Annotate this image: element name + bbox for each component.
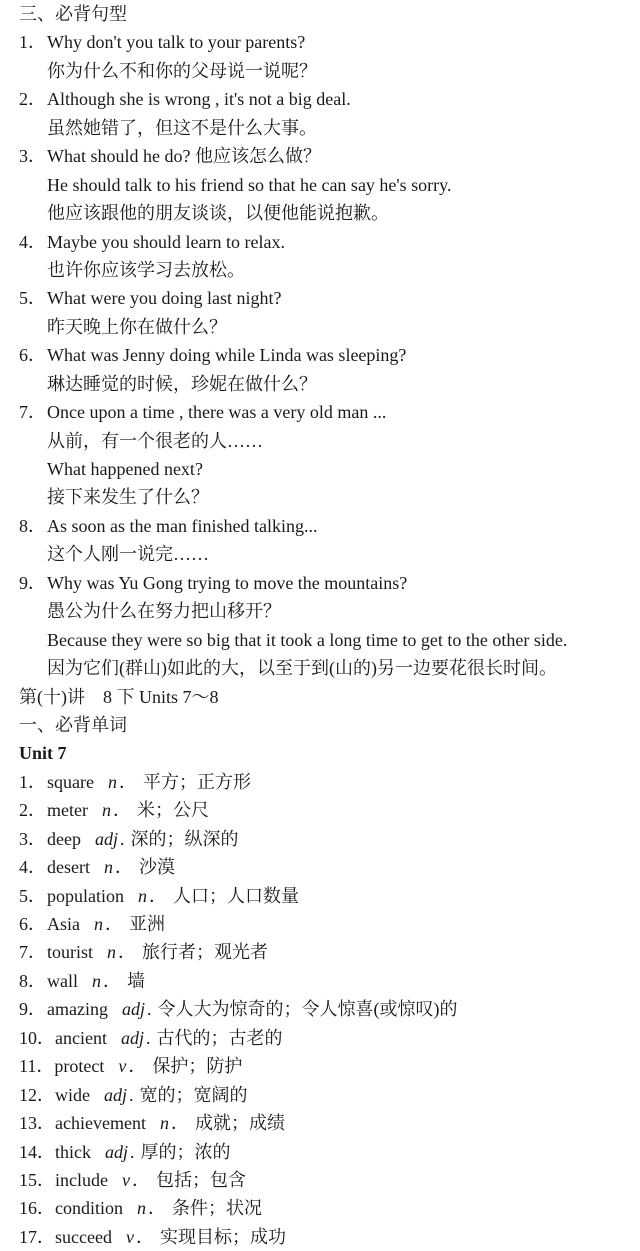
vocab-separator: ． xyxy=(118,771,137,792)
vocab-number: 9． xyxy=(19,999,46,1020)
sentence-text: 也许你应该学习去放松。 xyxy=(47,259,245,280)
sentence-text: Maybe you should learn to relax. xyxy=(47,231,285,252)
sentence-line xyxy=(19,256,630,284)
vocab-number: 10． xyxy=(19,1027,55,1048)
sentence-text: 接下来发生了什么？ xyxy=(47,487,209,508)
vocab-word: desert xyxy=(47,857,90,878)
vocab-pos: v xyxy=(121,1169,130,1190)
lesson-title: 第(十)讲 8 下 Units 7～8 xyxy=(19,686,219,707)
vocab-separator: . xyxy=(129,1084,134,1105)
sentence-line xyxy=(19,654,630,682)
vocab-number: 14． xyxy=(19,1141,55,1162)
vocab-meaning: 宽的；宽阔的 xyxy=(139,1084,248,1105)
vocab-number: 11． xyxy=(19,1056,55,1077)
sentence-text: 从前，有一个很老的人…… xyxy=(47,430,263,451)
sentence-item xyxy=(19,228,630,256)
vocab-meaning: 平方；正方形 xyxy=(142,771,251,792)
vocab-separator: ． xyxy=(149,885,167,906)
vocab-number: 17． xyxy=(19,1226,55,1247)
sentence-text: 他应该跟他的朋友谈谈，以便他能说抱歉。 xyxy=(47,203,389,224)
vocab-item xyxy=(19,938,630,966)
vocab-number: 13． xyxy=(19,1113,55,1134)
sentence-text: 这个人刚一说完…… xyxy=(47,544,209,565)
sentence-text: What should he do? 他应该怎么做？ xyxy=(47,146,321,167)
vocab-separator: ． xyxy=(112,800,131,821)
vocab-word: wide xyxy=(55,1084,90,1105)
item-number: 4． xyxy=(19,231,46,252)
vocab-number: 15． xyxy=(19,1169,55,1190)
vocab-meaning: 令人大为惊奇的；令人惊喜(或惊叹)的 xyxy=(157,999,458,1020)
vocab-number: 5． xyxy=(19,885,46,906)
vocab-item xyxy=(19,768,630,796)
sentence-line xyxy=(19,597,630,625)
vocab-separator: . xyxy=(130,1141,135,1162)
vocab-item xyxy=(19,1109,630,1137)
sentence-text: 琳达睡觉的时候，珍妮在做什么？ xyxy=(47,373,317,394)
vocab-word: achievement xyxy=(55,1113,146,1134)
vocab-separator: ． xyxy=(118,942,137,963)
sentence-text: Although she is wrong , it's not a big deal. xyxy=(47,89,351,110)
sentence-item xyxy=(19,142,630,170)
vocab-word: square xyxy=(47,771,94,792)
vocab-meaning: 实现目标；成功 xyxy=(159,1226,286,1247)
vocab-word: amazing xyxy=(47,999,108,1020)
vocab-pos: v xyxy=(125,1226,134,1247)
sentence-text: Why don't you talk to your parents? xyxy=(47,32,306,53)
vocab-separator: ． xyxy=(170,1113,189,1134)
vocab-item xyxy=(19,825,630,853)
sentence-line xyxy=(19,114,630,142)
sentence-item xyxy=(19,85,630,113)
vocab-word: ancient xyxy=(55,1027,107,1048)
sentence-text: What happened next? xyxy=(47,459,203,479)
vocab-number: 3． xyxy=(19,828,46,849)
vocab-separator: ． xyxy=(148,1198,166,1219)
vocab-item xyxy=(19,910,630,938)
sentence-text: 因为它们(群山)如此的大，以至于到(山的)另一边要花很长时间。 xyxy=(47,658,557,679)
vocab-number: 4． xyxy=(19,857,46,878)
item-number: 3． xyxy=(19,146,46,167)
vocab-item xyxy=(19,995,630,1023)
sentence-item xyxy=(19,569,630,597)
vocab-item xyxy=(19,882,630,910)
item-number: 7． xyxy=(19,402,46,423)
vocab-pos: n xyxy=(107,771,117,792)
vocab-meaning: 条件；状况 xyxy=(172,1198,262,1219)
vocab-separator: ． xyxy=(105,914,123,934)
vocab-meaning: 深的；纵深的 xyxy=(130,828,239,849)
sentence-text: 虽然她错了，但这不是什么大事。 xyxy=(47,117,317,138)
vocab-pos: n xyxy=(103,857,113,878)
sentence-text: What were you doing last night? xyxy=(47,288,282,309)
vocab-meaning: 米；公尺 xyxy=(136,800,209,821)
vocab-meaning: 亚洲 xyxy=(129,914,165,934)
vocab-number: 1． xyxy=(19,771,46,792)
vocab-word: wall xyxy=(47,970,78,991)
sentence-line xyxy=(19,483,630,511)
vocab-pos: adj xyxy=(94,828,118,849)
vocab-word: deep xyxy=(47,828,81,849)
vocab-pos: n xyxy=(107,942,117,963)
sentence-line xyxy=(19,427,630,455)
item-number: 5． xyxy=(19,288,46,309)
vocab-pos: n xyxy=(137,1198,146,1219)
vocab-pos: v xyxy=(118,1056,127,1077)
vocab-word: Asia xyxy=(47,914,80,934)
sentence-text: 你为什么不和你的父母说一说呢？ xyxy=(47,60,317,81)
vocab-number: 16． xyxy=(19,1198,55,1219)
sentence-line xyxy=(19,199,630,227)
vocab-separator: ． xyxy=(135,1226,154,1247)
vocab-pos: n xyxy=(101,800,111,821)
vocab-meaning: 包括；包含 xyxy=(155,1169,246,1190)
sentence-text: What was Jenny doing while Linda was sleeping? xyxy=(47,345,407,366)
sentence-item xyxy=(19,28,630,56)
vocab-number: 6． xyxy=(19,914,46,934)
vocab-pos: adj xyxy=(104,1084,128,1105)
sentence-item xyxy=(19,284,630,312)
vocab-item xyxy=(19,1052,630,1080)
sentence-text: Once upon a time , there was a very old man ... xyxy=(47,402,387,423)
sentence-line xyxy=(19,540,630,568)
vocab-list xyxy=(19,768,630,1251)
vocab-word: condition xyxy=(55,1198,123,1219)
vocab-meaning: 墙 xyxy=(127,970,145,991)
sentence-text: 昨天晚上你在做什么？ xyxy=(47,316,227,337)
vocab-meaning: 人口；人口数量 xyxy=(173,885,299,906)
vocab-meaning: 成就；成绩 xyxy=(194,1113,285,1134)
vocab-word: population xyxy=(47,885,124,906)
words-section-title: 一、必背单词 xyxy=(19,714,127,735)
item-number: 6． xyxy=(19,345,46,366)
vocab-separator: . xyxy=(120,828,125,849)
vocab-pos: n xyxy=(159,1113,169,1134)
sentence-item xyxy=(19,512,630,540)
vocab-item xyxy=(19,1194,630,1222)
sentence-item xyxy=(19,341,630,369)
vocab-pos: adj xyxy=(120,1027,144,1048)
item-number: 9． xyxy=(19,572,46,593)
vocab-separator: ． xyxy=(114,857,133,878)
vocab-pos: n xyxy=(94,914,103,934)
vocab-word: succeed xyxy=(55,1226,112,1247)
vocab-meaning: 保护；防护 xyxy=(152,1056,243,1077)
sentences-list xyxy=(19,28,630,682)
sentence-line xyxy=(19,370,630,398)
vocab-item xyxy=(19,967,630,995)
sentences-section-title: 三、必背句型 xyxy=(19,4,127,24)
vocab-item xyxy=(19,1024,630,1052)
sentence-item xyxy=(19,398,630,426)
vocab-word: thick xyxy=(55,1141,91,1162)
sentence-line xyxy=(19,313,630,341)
vocab-pos: adj xyxy=(105,1141,129,1162)
sentence-line xyxy=(19,455,630,483)
vocab-number: 12． xyxy=(19,1084,55,1105)
vocab-separator: ． xyxy=(128,1056,147,1077)
sentence-line xyxy=(19,626,630,654)
vocab-word: include xyxy=(55,1169,108,1190)
vocab-separator: . xyxy=(146,1027,151,1048)
sentence-line xyxy=(19,57,630,85)
vocab-number: 2． xyxy=(19,800,46,821)
vocab-item xyxy=(19,853,630,881)
sentence-text: As soon as the man finished talking... xyxy=(47,515,318,536)
sentence-text: He should talk to his friend so that he can say he's sorry. xyxy=(47,174,452,195)
item-number: 8． xyxy=(19,515,46,536)
vocab-pos: n xyxy=(92,970,101,991)
vocab-meaning: 厚的；浓的 xyxy=(140,1141,231,1162)
vocab-pos: adj xyxy=(121,999,145,1020)
sentence-line xyxy=(19,171,630,199)
vocab-item xyxy=(19,1166,630,1194)
vocab-word: tourist xyxy=(47,942,94,963)
item-number: 1． xyxy=(19,32,46,53)
vocab-meaning: 古代的；古老的 xyxy=(156,1027,283,1048)
vocab-number: 7． xyxy=(19,942,46,963)
vocab-item xyxy=(19,1223,630,1251)
vocab-meaning: 旅行者；观光者 xyxy=(142,942,269,963)
vocab-separator: ． xyxy=(131,1169,150,1190)
vocab-item xyxy=(19,1081,630,1109)
vocab-word: meter xyxy=(47,800,88,821)
sentence-text: 愚公为什么在努力把山移开？ xyxy=(47,601,281,622)
unit-title: Unit 7 xyxy=(19,743,67,764)
vocab-word: protect xyxy=(54,1056,105,1077)
vocab-meaning: 沙漠 xyxy=(138,857,175,878)
item-number: 2． xyxy=(19,89,46,110)
vocab-item xyxy=(19,796,630,824)
vocab-item xyxy=(19,1138,630,1166)
vocab-pos: n xyxy=(138,885,147,906)
vocab-number: 8． xyxy=(19,970,46,991)
vocab-separator: . xyxy=(147,999,152,1020)
sentence-text: Because they were so big that it took a long time to get to the other side. xyxy=(47,629,568,650)
vocab-separator: ． xyxy=(103,970,121,991)
sentence-text: Why was Yu Gong trying to move the mountains? xyxy=(47,572,408,593)
